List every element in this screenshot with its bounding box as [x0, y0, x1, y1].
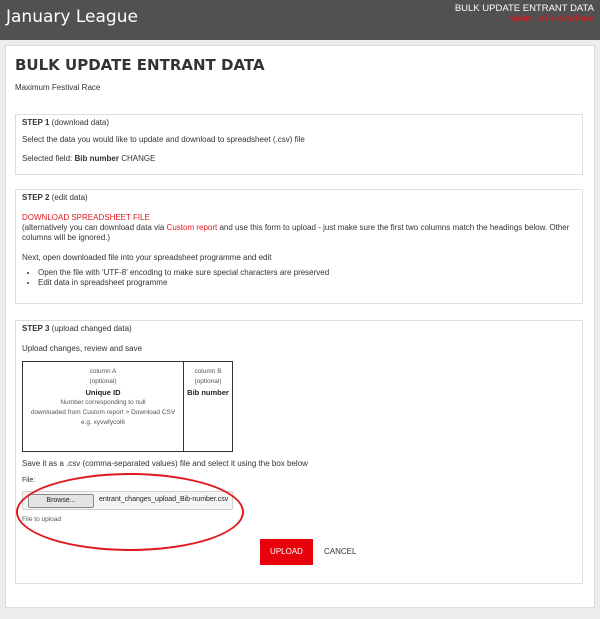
- step-1-heading: [22, 118, 109, 127]
- main-card: [5, 45, 595, 608]
- step-2-label: STEP 2: [22, 193, 50, 202]
- save-instruction: Save it as a .csv (comma-separated values) file and select it using the box below: [22, 459, 308, 468]
- event-name: Maximum Festival Race: [15, 83, 101, 92]
- change-field-link[interactable]: CHANGE: [121, 154, 156, 163]
- selected-field-value: Bib number: [74, 154, 119, 163]
- column-b-cell: [184, 362, 232, 451]
- column-a-optional: (optional): [89, 378, 117, 385]
- step-3-heading: [22, 324, 132, 333]
- cancel-button[interactable]: CANCEL: [324, 547, 357, 556]
- step-1-label: STEP 1: [22, 118, 50, 127]
- column-b-optional: (optional): [194, 378, 222, 385]
- column-a-desc: Number corresponding to null: [60, 399, 146, 406]
- step-1-note: (download data): [51, 118, 110, 127]
- app-title[interactable]: January League: [6, 7, 138, 27]
- edit-instructions-list: [38, 268, 329, 288]
- download-spreadsheet-link[interactable]: DOWNLOAD SPREADSHEET FILE: [22, 213, 150, 222]
- column-b-title: column B: [194, 368, 222, 375]
- next-instruction: Next, open downloaded file into your spreadsheet programme and edit: [22, 253, 272, 262]
- download-text-block: [22, 213, 578, 243]
- alt-text-prefix: (alternatively you can download data via: [22, 223, 165, 232]
- step-3-note: (upload changed data): [51, 324, 132, 333]
- upload-button[interactable]: UPLOAD: [260, 539, 313, 565]
- selected-field-row: [22, 154, 155, 164]
- page-title: BULK UPDATE ENTRANT DATA: [15, 56, 265, 74]
- header-context: [455, 3, 594, 24]
- column-b-name: Bib number: [187, 388, 229, 397]
- selected-file-name: entrant_changes_upload_Bib-number.csv: [99, 496, 229, 503]
- step-2-note: (edit data): [51, 193, 88, 202]
- step-3-label: STEP 3: [22, 324, 50, 333]
- top-bar: [0, 0, 600, 40]
- step-3-instruction: Upload changes, review and save: [22, 344, 143, 353]
- column-a-cell: [23, 362, 184, 451]
- file-help-text: File to upload: [22, 516, 62, 523]
- file-input[interactable]: [22, 491, 233, 510]
- alt-text-suffix: and use this form to upload - just make sure the first two columns match the headings below. Other columns will be ignored.): [22, 223, 570, 242]
- header-event-name: Maximum Festival Race: [508, 14, 594, 23]
- list-item: • Open the file with 'UTF-8' encoding to make sure special characters are preserved: [38, 268, 329, 278]
- annotation-ellipse: [16, 473, 244, 551]
- header-section-title: BULK UPDATE ENTRANT DATA: [454, 3, 594, 14]
- step-2-panel: [15, 189, 583, 304]
- step-1-panel: [15, 114, 583, 175]
- step-2-heading: [22, 193, 88, 202]
- column-a-name: Unique ID: [85, 388, 121, 397]
- file-label: File:: [22, 477, 36, 484]
- step-1-instruction: Select the data you would like to update and download to spreadsheet (.csv) file: [22, 135, 305, 144]
- column-a-title: column A: [89, 368, 117, 375]
- browse-button[interactable]: Browse...: [28, 494, 94, 508]
- selected-field-label: Selected field:: [22, 154, 73, 163]
- list-item: • Edit data in spreadsheet programme: [38, 278, 329, 288]
- step-3-panel: [15, 320, 583, 584]
- column-a-desc-source: downloaded from Custom report > Download CSV: [30, 409, 176, 416]
- column-spec-table: [22, 361, 233, 452]
- custom-report-link[interactable]: Custom report: [166, 223, 218, 232]
- column-a-example: e.g. xyvwfycol6: [80, 419, 126, 426]
